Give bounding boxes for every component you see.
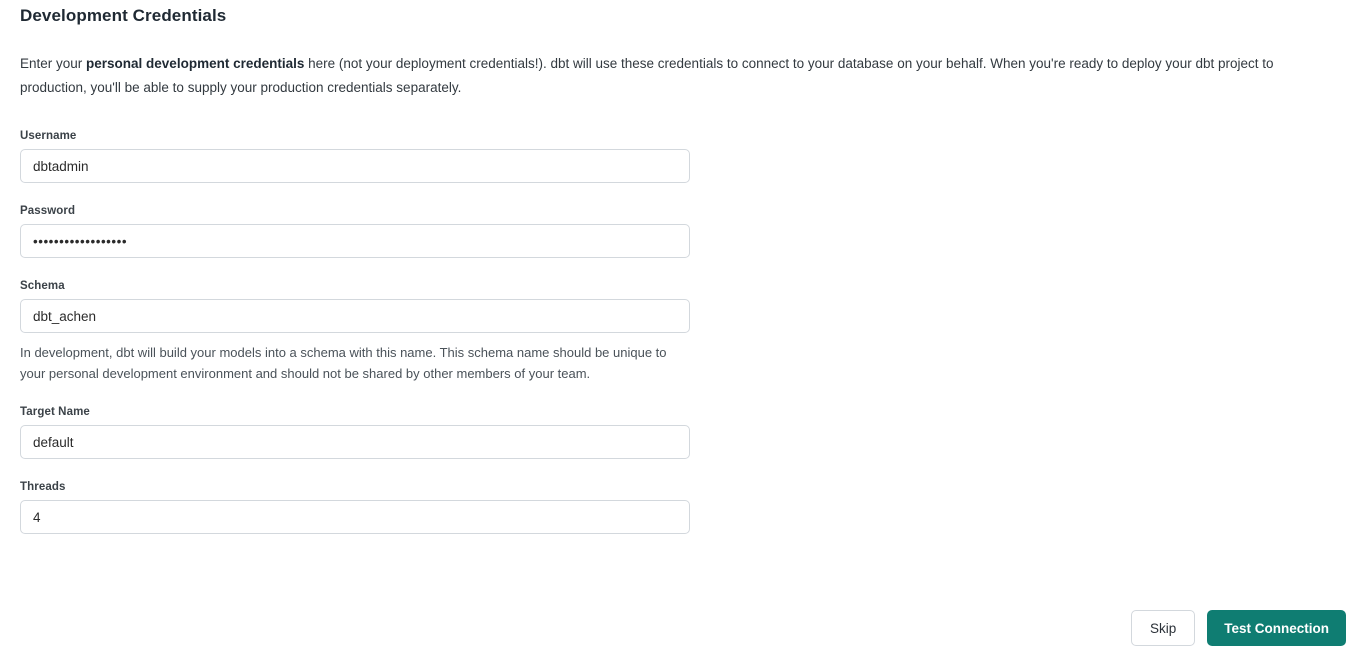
field-password bbox=[20, 205, 1340, 258]
password-input[interactable] bbox=[20, 224, 690, 258]
target-name-label: Target Name bbox=[20, 406, 90, 418]
intro-paragraph bbox=[20, 52, 1340, 100]
threads-input[interactable] bbox=[20, 500, 690, 534]
intro-text-prefix: Enter your bbox=[20, 56, 87, 71]
field-target-name bbox=[20, 406, 1340, 459]
username-input[interactable] bbox=[20, 149, 690, 183]
intro-text-suffix: here (not your deployment credentials!). dbt will use these credentials to connect to your database on your behalf. When you're ready to deploy your dbt project to production, you'll be able to supply your production credentials separately. bbox=[20, 56, 1274, 95]
page-title: Development Credentials bbox=[20, 6, 227, 25]
field-threads bbox=[20, 481, 1340, 534]
intro-text-emphasis: personal development credentials bbox=[86, 56, 305, 71]
username-label: Username bbox=[20, 130, 77, 142]
target-name-input[interactable] bbox=[20, 425, 690, 459]
schema-input[interactable] bbox=[20, 299, 690, 333]
schema-helper-text: In development, dbt will build your models into a schema with this name. This schema name should be unique to your personal development environment and should not be shared by other members of your team. bbox=[20, 345, 667, 381]
field-schema bbox=[20, 280, 1340, 384]
footer-actions bbox=[1131, 610, 1346, 646]
test-connection-button[interactable]: Test Connection bbox=[1207, 610, 1346, 646]
threads-label: Threads bbox=[20, 481, 66, 493]
skip-button[interactable]: Skip bbox=[1131, 610, 1195, 646]
password-label: Password bbox=[20, 205, 76, 217]
field-username bbox=[20, 130, 1340, 183]
schema-label: Schema bbox=[20, 280, 65, 292]
